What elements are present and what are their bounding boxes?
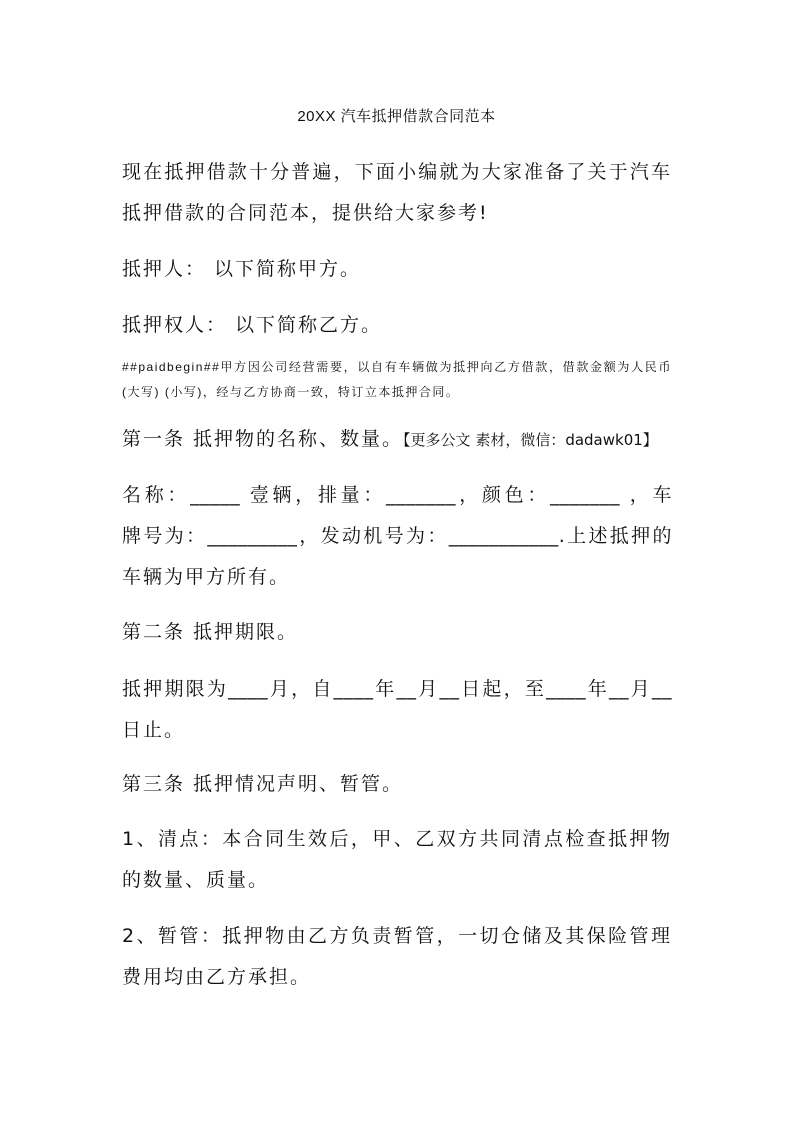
- article-2-line: 抵押期限为____月，自____年__月__日起，至____年__月__: [122, 678, 672, 700]
- article-1-line: 车辆为甲方所有。: [122, 566, 291, 588]
- article-3-item-line: 费用均由乙方承担。: [122, 966, 312, 988]
- article-3-heading-block: [122, 764, 672, 805]
- article-1-heading-line: [122, 419, 672, 460]
- preamble-line: ##paidbegin##甲方因公司经营需要，以自有车辆做为抵押向乙方借款，借款金额为人民币: [122, 360, 672, 374]
- article-1-note: 【更多公文 素材，微信：dadawk01】: [403, 431, 658, 449]
- article-3-item-line: 2、暂管：抵押物由乙方负责暂管，一切仓储及其保险管理: [122, 925, 672, 947]
- article-3-item-1: [122, 819, 672, 901]
- article-3-item-line: 的数量、质量。: [122, 869, 270, 891]
- article-3-item-2: [122, 916, 672, 998]
- intro-line: 现在抵押借款十分普遍，下面小编就为大家准备了关于汽车: [122, 161, 672, 183]
- intro-paragraph: [122, 152, 672, 234]
- mortgagee-paragraph: [122, 305, 672, 346]
- article-2-heading-block: [122, 612, 672, 653]
- preamble-line: (大写) (小写)，经与乙方协商一致，特订立本抵押合同。: [122, 385, 460, 399]
- article-2-body: [122, 669, 672, 751]
- mortgagor-line: 抵押人： 以下简称甲方。: [122, 258, 362, 280]
- mortgagor-paragraph: [122, 249, 672, 290]
- article-1-heading: 第一条 抵押物的名称、数量。: [122, 428, 404, 450]
- article-3-item-line: 1、清点：本合同生效后，甲、乙双方共同清点检查抵押物: [122, 828, 672, 850]
- document-title: 20XX 汽车抵押借款合同范本: [297, 108, 496, 125]
- article-1-heading-block: [122, 419, 672, 460]
- intro-line: 抵押借款的合同范本，提供给大家参考!: [122, 202, 489, 224]
- mortgagee-line: 抵押权人： 以下简称乙方。: [122, 314, 383, 336]
- article-2-heading: 第二条 抵押期限。: [122, 621, 299, 643]
- article-1-line: 名称：_____ 壹辆，排量：_______，颜色：_______ ，车: [122, 484, 672, 506]
- article-3-heading: 第三条 抵押情况声明、暂管。: [122, 773, 404, 795]
- article-1-line: 牌号为：_________，发动机号为：___________.上述抵押的: [122, 525, 672, 547]
- preamble-paragraph: [122, 355, 672, 405]
- article-2-line: 日止。: [122, 719, 186, 741]
- article-1-body: [122, 475, 672, 598]
